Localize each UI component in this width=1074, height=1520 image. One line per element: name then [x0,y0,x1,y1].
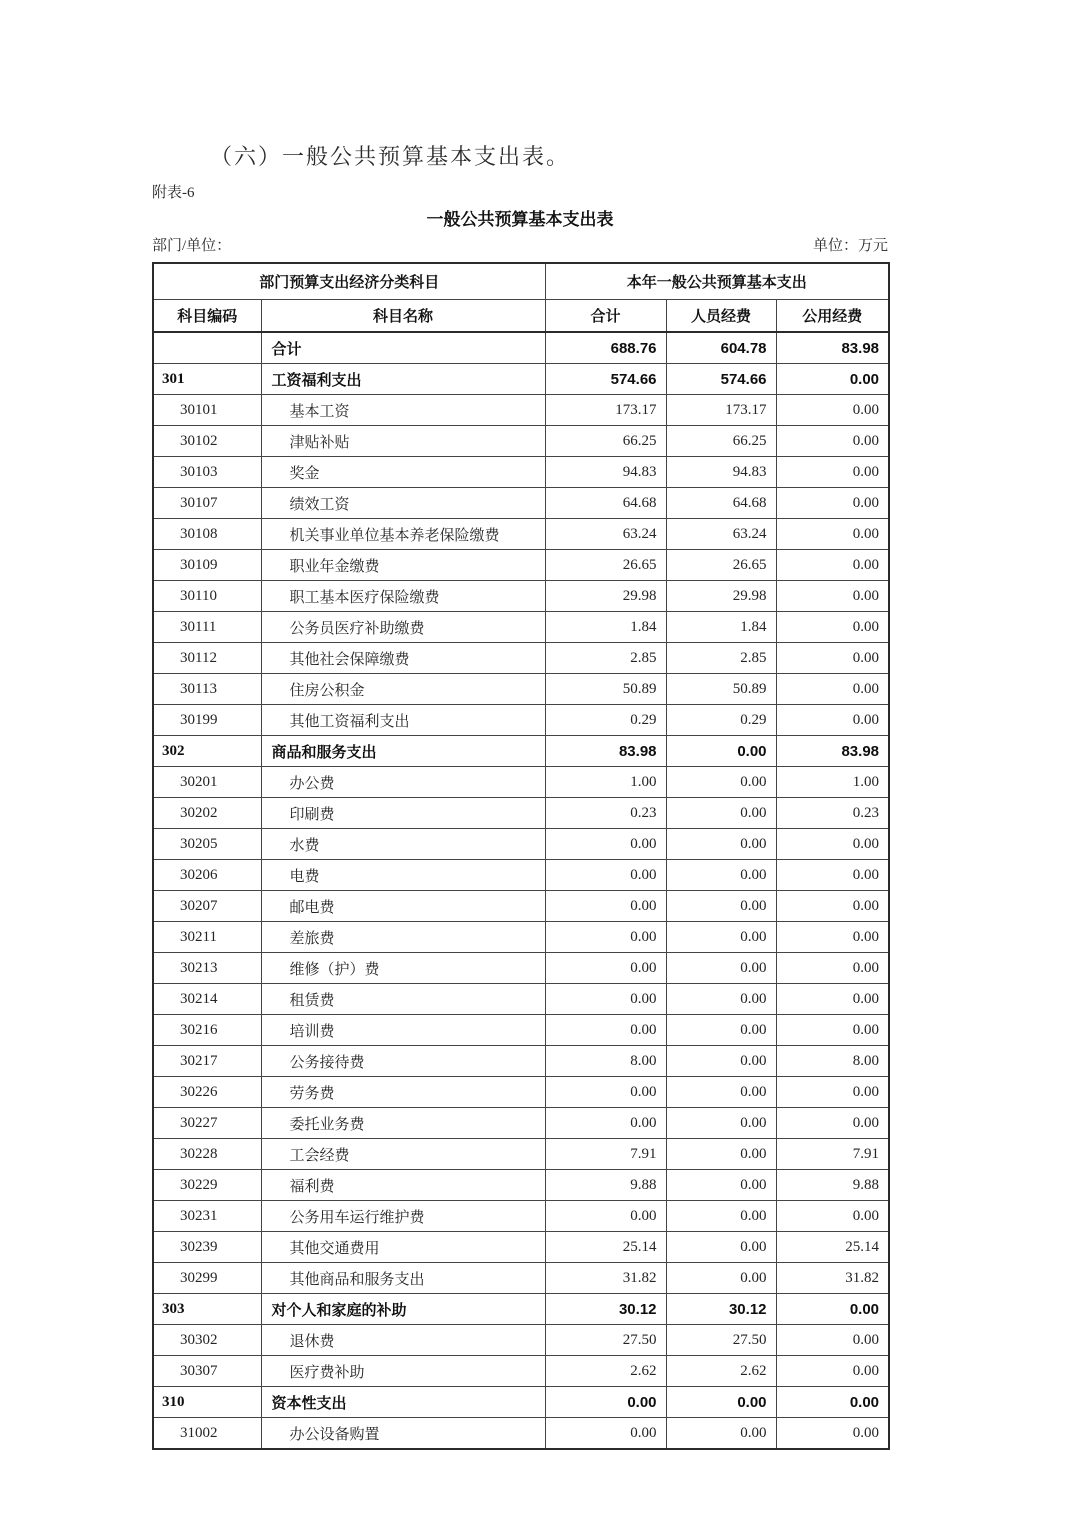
cell-public: 0.00 [776,581,889,612]
cell-total: 2.85 [545,643,666,674]
table-row [153,519,889,550]
cell-total: 0.00 [545,953,666,984]
table-row [153,736,889,767]
cell-name: 医疗费补助 [261,1356,545,1387]
cell-total: 0.00 [545,1015,666,1046]
cell-personnel: 2.62 [666,1356,776,1387]
cell-code: 30302 [153,1325,261,1356]
cell-personnel: 604.78 [666,332,776,364]
table-row [153,1170,889,1201]
cell-public: 0.00 [776,612,889,643]
cell-code: 30111 [153,612,261,643]
table-row [153,674,889,705]
cell-total: 0.00 [545,829,666,860]
table-row [153,1139,889,1170]
cell-personnel: 0.00 [666,1232,776,1263]
cell-personnel: 0.00 [666,1108,776,1139]
column-header-public: 公用经费 [776,300,889,333]
table-row [153,984,889,1015]
cell-total: 25.14 [545,1232,666,1263]
cell-code: 30307 [153,1356,261,1387]
cell-personnel: 0.00 [666,1170,776,1201]
table-row [153,426,889,457]
column-header-name: 科目名称 [261,300,545,333]
cell-personnel: 27.50 [666,1325,776,1356]
cell-personnel: 173.17 [666,395,776,426]
cell-name: 维修（护）费 [261,953,545,984]
cell-personnel: 50.89 [666,674,776,705]
cell-personnel: 63.24 [666,519,776,550]
cell-name: 租赁费 [261,984,545,1015]
cell-personnel: 0.00 [666,736,776,767]
table-row [153,1294,889,1325]
cell-total: 173.17 [545,395,666,426]
cell-name: 委托业务费 [261,1108,545,1139]
cell-code: 30199 [153,705,261,736]
cell-name: 其他工资福利支出 [261,705,545,736]
cell-public: 0.00 [776,1294,889,1325]
cell-personnel: 2.85 [666,643,776,674]
cell-code: 30107 [153,488,261,519]
table-row [153,1077,889,1108]
cell-name: 住房公积金 [261,674,545,705]
table-row [153,1232,889,1263]
cell-name: 福利费 [261,1170,545,1201]
cell-code: 30231 [153,1201,261,1232]
cell-personnel: 0.00 [666,1015,776,1046]
cell-name: 公务用车运行维护费 [261,1201,545,1232]
cell-public: 0.00 [776,1201,889,1232]
cell-total: 66.25 [545,426,666,457]
cell-total: 0.00 [545,1077,666,1108]
cell-public: 0.00 [776,519,889,550]
cell-name: 办公设备购置 [261,1418,545,1450]
table-row [153,612,889,643]
cell-name: 电费 [261,860,545,891]
cell-name: 资本性支出 [261,1387,545,1418]
cell-public: 0.00 [776,395,889,426]
section-heading: （六）一般公共预算基本支出表。 [210,144,571,169]
cell-personnel: 0.00 [666,1263,776,1294]
table-row [153,1108,889,1139]
cell-name: 退休费 [261,1325,545,1356]
cell-total: 2.62 [545,1356,666,1387]
cell-code: 30202 [153,798,261,829]
column-header-personnel: 人员经费 [666,300,776,333]
cell-total: 27.50 [545,1325,666,1356]
cell-code: 30102 [153,426,261,457]
table-row [153,922,889,953]
table-row [153,395,889,426]
table-row [153,798,889,829]
cell-code: 30101 [153,395,261,426]
cell-personnel: 0.00 [666,798,776,829]
cell-name: 其他交通费用 [261,1232,545,1263]
table-row [153,829,889,860]
table-row [153,1418,889,1450]
cell-code: 30110 [153,581,261,612]
cell-total: 7.91 [545,1139,666,1170]
cell-code: 30213 [153,953,261,984]
cell-code: 30299 [153,1263,261,1294]
cell-personnel: 0.00 [666,1418,776,1450]
cell-personnel: 26.65 [666,550,776,581]
cell-personnel: 0.00 [666,953,776,984]
budget-table [152,262,890,1450]
cell-total: 0.23 [545,798,666,829]
cell-code: 30108 [153,519,261,550]
cell-public: 0.00 [776,860,889,891]
cell-public: 0.00 [776,550,889,581]
table-row [153,767,889,798]
cell-public: 0.00 [776,1108,889,1139]
cell-personnel: 66.25 [666,426,776,457]
table-row [153,581,889,612]
cell-public: 25.14 [776,1232,889,1263]
cell-name: 工会经费 [261,1139,545,1170]
cell-total: 64.68 [545,488,666,519]
cell-total: 0.00 [545,1108,666,1139]
cell-code: 30228 [153,1139,261,1170]
cell-public: 0.00 [776,984,889,1015]
cell-public: 1.00 [776,767,889,798]
cell-name: 工资福利支出 [261,364,545,395]
header-group-row [153,263,889,300]
cell-personnel: 0.00 [666,1139,776,1170]
cell-public: 83.98 [776,332,889,364]
cell-code: 30229 [153,1170,261,1201]
cell-name: 培训费 [261,1015,545,1046]
cell-personnel: 1.84 [666,612,776,643]
cell-code: 30211 [153,922,261,953]
cell-public: 0.00 [776,643,889,674]
department-label: 部门/单位： [152,238,232,254]
cell-public: 0.00 [776,891,889,922]
table-row [153,1387,889,1418]
cell-code: 30239 [153,1232,261,1263]
table-row [153,643,889,674]
header-columns-row [153,300,889,333]
cell-personnel: 29.98 [666,581,776,612]
cell-code: 30109 [153,550,261,581]
cell-name: 机关事业单位基本养老保险缴费 [261,519,545,550]
budget-table-header [153,263,889,332]
table-row [153,953,889,984]
table-row [153,1046,889,1077]
cell-name: 职工基本医疗保险缴费 [261,581,545,612]
cell-total: 0.00 [545,891,666,922]
cell-total: 83.98 [545,736,666,767]
cell-total: 0.00 [545,984,666,1015]
cell-code: 30207 [153,891,261,922]
cell-public: 0.00 [776,426,889,457]
cell-personnel: 0.00 [666,829,776,860]
table-row [153,1263,889,1294]
cell-public: 0.00 [776,953,889,984]
cell-total: 9.88 [545,1170,666,1201]
cell-name: 邮电费 [261,891,545,922]
cell-public: 0.00 [776,1418,889,1450]
cell-code: 30227 [153,1108,261,1139]
cell-public: 0.00 [776,1325,889,1356]
table-row [153,891,889,922]
cell-name: 其他社会保障缴费 [261,643,545,674]
budget-table-body [153,332,889,1449]
cell-personnel: 0.00 [666,860,776,891]
table-row [153,1325,889,1356]
cell-code: 30201 [153,767,261,798]
cell-public: 8.00 [776,1046,889,1077]
cell-code: 30206 [153,860,261,891]
header-group-current-year: 本年一般公共预算基本支出 [545,263,889,300]
cell-public: 0.00 [776,674,889,705]
cell-code: 30226 [153,1077,261,1108]
cell-name: 奖金 [261,457,545,488]
table-row [153,705,889,736]
cell-code: 30113 [153,674,261,705]
cell-public: 0.00 [776,829,889,860]
cell-personnel: 64.68 [666,488,776,519]
cell-public: 0.00 [776,1356,889,1387]
cell-code: 30112 [153,643,261,674]
table-title: 一般公共预算基本支出表 [426,210,614,229]
cell-code: 30205 [153,829,261,860]
cell-total: 0.29 [545,705,666,736]
cell-total: 688.76 [545,332,666,364]
column-header-total: 合计 [545,300,666,333]
cell-personnel: 0.00 [666,1201,776,1232]
cell-name: 差旅费 [261,922,545,953]
cell-name: 办公费 [261,767,545,798]
cell-public: 9.88 [776,1170,889,1201]
cell-total: 29.98 [545,581,666,612]
cell-name: 绩效工资 [261,488,545,519]
cell-code: 301 [153,364,261,395]
cell-name: 劳务费 [261,1077,545,1108]
table-row [153,1015,889,1046]
cell-total: 1.84 [545,612,666,643]
cell-total: 0.00 [545,922,666,953]
column-header-code: 科目编码 [153,300,261,333]
cell-personnel: 0.00 [666,1077,776,1108]
cell-personnel: 30.12 [666,1294,776,1325]
cell-personnel: 0.29 [666,705,776,736]
cell-code: 30214 [153,984,261,1015]
cell-total: 0.00 [545,860,666,891]
cell-name: 津贴补贴 [261,426,545,457]
cell-public: 0.00 [776,922,889,953]
cell-name: 职业年金缴费 [261,550,545,581]
cell-total: 63.24 [545,519,666,550]
cell-name: 基本工资 [261,395,545,426]
cell-name: 商品和服务支出 [261,736,545,767]
cell-public: 0.00 [776,364,889,395]
cell-name: 其他商品和服务支出 [261,1263,545,1294]
cell-total: 26.65 [545,550,666,581]
cell-public: 0.00 [776,1387,889,1418]
cell-code: 31002 [153,1418,261,1450]
cell-name: 印刷费 [261,798,545,829]
cell-personnel: 574.66 [666,364,776,395]
cell-code: 30217 [153,1046,261,1077]
cell-total: 31.82 [545,1263,666,1294]
cell-name: 合计 [261,332,545,364]
table-row [153,364,889,395]
cell-public: 0.00 [776,1077,889,1108]
cell-public: 0.00 [776,457,889,488]
cell-total: 94.83 [545,457,666,488]
cell-total: 1.00 [545,767,666,798]
table-meta-row [152,234,888,255]
cell-public: 83.98 [776,736,889,767]
cell-personnel: 0.00 [666,767,776,798]
cell-code: 310 [153,1387,261,1418]
cell-public: 7.91 [776,1139,889,1170]
cell-public: 0.23 [776,798,889,829]
cell-public: 31.82 [776,1263,889,1294]
cell-personnel: 94.83 [666,457,776,488]
cell-code: 30216 [153,1015,261,1046]
appendix-label: 附表-6 [152,185,195,201]
cell-personnel: 0.00 [666,984,776,1015]
cell-name: 水费 [261,829,545,860]
cell-name: 对个人和家庭的补助 [261,1294,545,1325]
cell-personnel: 0.00 [666,1046,776,1077]
cell-code: 303 [153,1294,261,1325]
table-row [153,860,889,891]
table-row [153,1356,889,1387]
header-group-classification: 部门预算支出经济分类科目 [153,263,545,300]
cell-total: 8.00 [545,1046,666,1077]
cell-name: 公务员医疗补助缴费 [261,612,545,643]
cell-personnel: 0.00 [666,1387,776,1418]
unit-label: 单位：万元 [812,238,888,254]
cell-total: 50.89 [545,674,666,705]
cell-total: 30.12 [545,1294,666,1325]
cell-code: 30103 [153,457,261,488]
table-row [153,1201,889,1232]
cell-code [153,332,261,364]
table-row [153,457,889,488]
table-row [153,488,889,519]
cell-total: 574.66 [545,364,666,395]
cell-personnel: 0.00 [666,922,776,953]
cell-public: 0.00 [776,705,889,736]
cell-total: 0.00 [545,1387,666,1418]
table-row [153,332,889,364]
cell-code: 302 [153,736,261,767]
cell-total: 0.00 [545,1418,666,1450]
cell-public: 0.00 [776,1015,889,1046]
cell-total: 0.00 [545,1201,666,1232]
table-row [153,550,889,581]
cell-name: 公务接待费 [261,1046,545,1077]
cell-public: 0.00 [776,488,889,519]
cell-personnel: 0.00 [666,891,776,922]
